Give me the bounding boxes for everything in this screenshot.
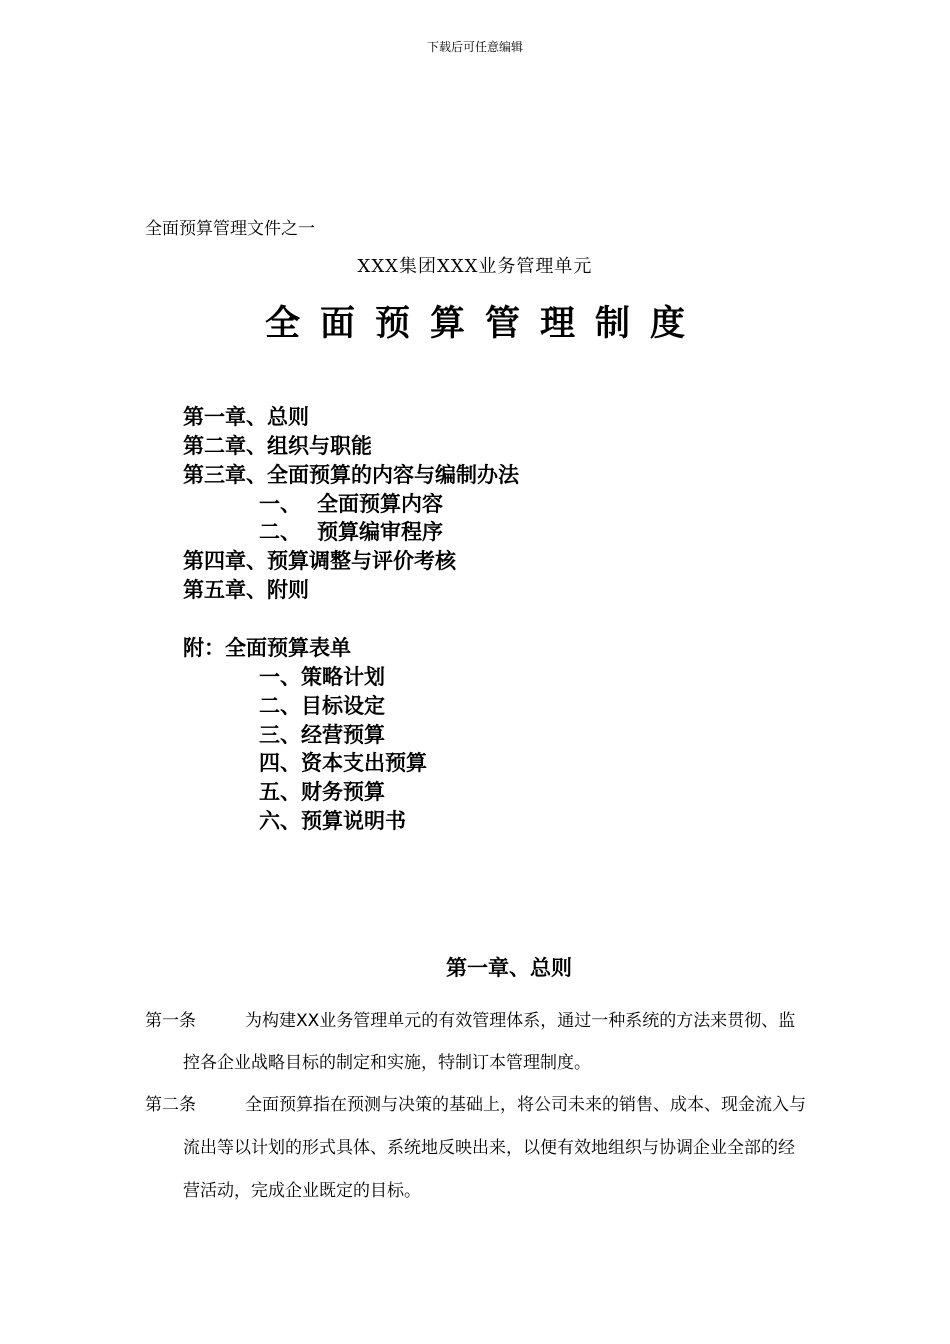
toc-appendix-item: 五、财务预算: [259, 780, 385, 804]
page-title: 全面预算管理制度: [264, 304, 705, 344]
toc-chapter-1: 第一章、总则: [183, 405, 309, 429]
section-number: 二、: [259, 520, 301, 544]
article-label: 第二条: [145, 1095, 196, 1115]
toc-chapter-3-section-1: [259, 494, 443, 515]
document-label: 全面预算管理文件之一: [145, 219, 315, 239]
article-line: [145, 1013, 795, 1030]
article-label: 第一条: [145, 1011, 196, 1031]
article-line: 控各企业战略目标的制定和实施，特制订本管理制度。: [183, 1053, 591, 1073]
article-text: 全面预算指在预测与决策的基础上，将公司未来的销售、成本、现金流入与: [245, 1095, 806, 1115]
section-number: 一、: [259, 492, 301, 516]
toc-appendix-item: 六、预算说明书: [259, 809, 406, 833]
toc-appendix-title: 附：全面预算表单: [183, 636, 351, 660]
toc-chapter-5: 第五章、附则: [183, 578, 309, 602]
toc-chapter-4: 第四章、预算调整与评价考核: [183, 549, 456, 573]
article-line: [145, 1097, 806, 1114]
article-line: 流出等以计划的形式具体、系统地反映出来，以便有效地组织与协调企业全部的经: [183, 1138, 795, 1158]
toc-appendix-item: 一、策略计划: [259, 665, 385, 689]
toc-appendix-item: 三、经营预算: [259, 723, 385, 747]
toc-chapter-2: 第二章、组织与职能: [183, 434, 372, 458]
article-text: 为构建XX业务管理单元的有效管理体系，通过一种系统的方法来贯彻、监: [245, 1011, 796, 1031]
header-note: 下载后可任意编辑: [426, 40, 523, 54]
toc-appendix-item: 四、资本支出预算: [259, 751, 427, 775]
section-title: 全面预算内容: [317, 492, 443, 516]
toc-chapter-3-section-2: [259, 522, 443, 543]
chapter-heading: 第一章、总则: [446, 956, 572, 980]
article-line: 营活动，完成企业既定的目标。: [183, 1181, 421, 1201]
toc-appendix-item: 二、目标设定: [259, 694, 385, 718]
section-title: 预算编审程序: [317, 520, 443, 544]
unit-line: XXX集团XXX业务管理单元: [357, 256, 593, 277]
toc-chapter-3: 第三章、全面预算的内容与编制办法: [183, 463, 519, 487]
